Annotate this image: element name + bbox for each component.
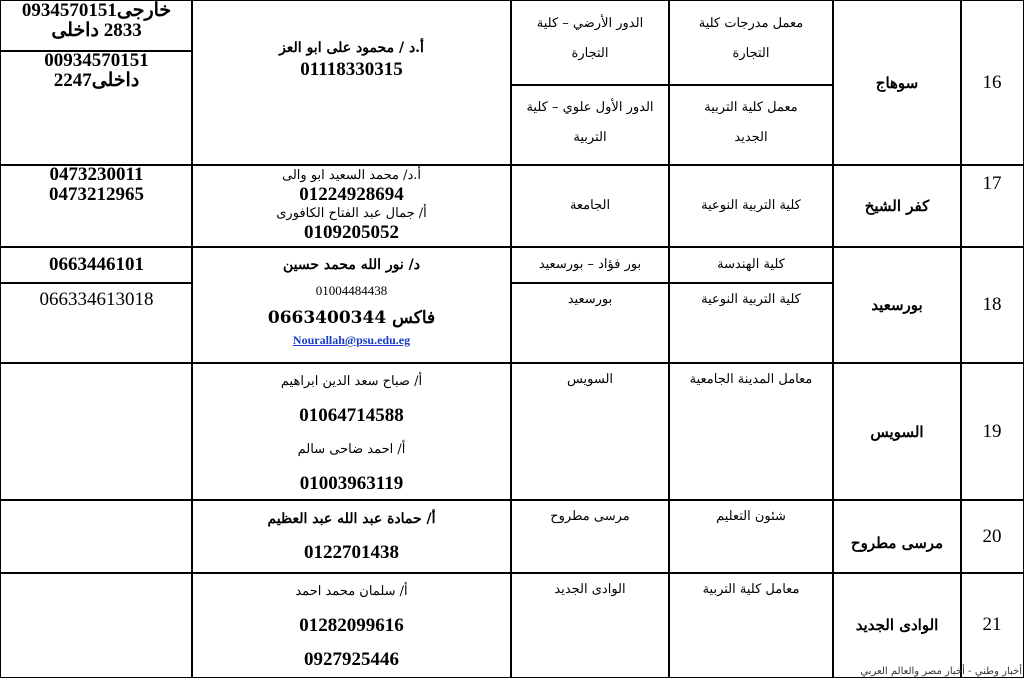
contact-name: أ/ حمادة عبد الله عبد العظيم [267,511,436,527]
lab-cell [668,499,834,574]
contact-phone: 01064714588 [299,405,404,426]
row-number-text: 17 [982,173,1002,194]
contact-phone: 0122701438 [304,542,399,563]
governorate: بورسعيد [871,296,923,314]
contact-name: أ/ جمال عبد الفتاح الكافورى [276,206,427,221]
lab: معمل كلية التربية الجديد [704,100,798,145]
row-number-text: 16 [982,72,1002,93]
lab: كلية التربية النوعية [701,198,801,213]
row-number [960,572,1024,678]
lab-cell [668,282,834,364]
row-number-text: 19 [982,420,1002,442]
contact-phone: 0927925446 [304,649,399,670]
place: الوادى الجديد [554,582,626,597]
contact-name: د/ نور الله محمد حسين [282,257,421,273]
governorate: سوهاج [875,74,919,92]
governorate-cell [832,246,962,364]
lab-cell [668,246,834,284]
row-number-text: 21 [982,614,1002,635]
governorate-cell [832,499,962,574]
row-number-text: 18 [982,294,1002,315]
row-number [960,499,1024,574]
contact-cell [191,362,512,501]
phone-cell [0,362,193,501]
phone-cell [0,572,193,678]
contact-cell [191,499,512,574]
email-link[interactable]: Nourallah@psu.edu.eg [292,333,411,347]
governorate: السويس [870,422,924,441]
watermark: أخبار وطني - أخبار مصر والعالم العربي [860,666,1022,677]
contact-name: أ/ سلمان محمد احمد [295,584,408,599]
place-cell [510,572,670,678]
place-cell [510,246,670,284]
governorate: مرسى مطروح [850,533,944,552]
governorate-cell [832,362,962,501]
phone-cell [0,499,193,574]
contact-cell [191,572,512,678]
lab: معامل كلية التربية [702,582,800,597]
row-number [960,246,1024,364]
row-number [960,362,1024,501]
contact-name: أ/ صباح سعد الدين ابراهيم [280,374,423,389]
place-cell [510,362,670,501]
contact-phone: 01003963119 [299,473,404,494]
row-number-text: 20 [982,525,1002,547]
place: الدور الأول علوي – كلية التربية [526,100,654,145]
place: الجامعة [569,198,611,213]
contact-name: أ.د/ محمد السعيد ابو والى [282,168,421,183]
place-cell [510,0,670,86]
contact-cell [191,246,512,364]
place-cell [510,282,670,364]
row-number [960,164,1024,248]
contact-phone: 01118330315 [300,59,403,80]
lab: كلية التربية النوعية [701,292,801,307]
place: مرسى مطروح [550,509,630,524]
phone: 0473212965 [49,184,144,205]
governorate-cell [832,572,962,678]
lab-cell [668,572,834,678]
row-number [960,0,1024,166]
phone-cell [0,50,193,166]
phone-cell [0,282,193,364]
phone: 0473230011 [49,164,144,185]
place-cell [510,499,670,574]
fax: فاكس 0663400344 [267,308,436,328]
lab: كلية الهندسة [717,257,785,272]
lab: معامل المدينة الجامعية [689,372,813,387]
place-cell [510,164,670,248]
phone-cell [0,0,193,52]
lab: شئون التعليم [716,509,786,524]
contact-phone: 0109205052 [304,222,399,243]
lab-cell [668,362,834,501]
phone-cell [0,246,193,284]
contact-phone: 01004484438 [315,283,388,298]
contact-name: أ.د / محمود على ابو العز [279,40,424,56]
governorate: الوادى الجديد [855,616,939,634]
lab-cell [668,164,834,248]
contact-cell [191,0,512,166]
governorate-cell [832,0,962,166]
phone: 00934570151 [44,50,149,71]
contact-phone: 01224928694 [299,184,404,205]
contact-phone: 01282099616 [299,615,404,636]
lab: معمل مدرجات كلية التجارة [698,16,804,61]
place-cell [510,84,670,166]
governorate: كفر الشيخ [864,197,930,215]
place: بور فؤاد – بورسعيد [538,257,642,272]
contact-cell [191,164,512,248]
phone: 066334613018 [39,289,154,310]
phone-cell [0,164,193,248]
place: السويس [566,372,614,387]
governorate-cell [832,164,962,248]
lab-cell [668,84,834,166]
place: بورسعيد [567,292,613,307]
lab-cell [668,0,834,86]
phone: 0663446101 [49,254,144,275]
contact-name: أ/ احمد ضاحى سالم [297,442,406,457]
phone: 0934570151خارجى [21,0,172,21]
phone: 2833 داخلى [51,20,142,41]
phone: 2247داخلى [53,70,140,91]
place: الدور الأرضي – كلية التجارة [536,16,644,61]
